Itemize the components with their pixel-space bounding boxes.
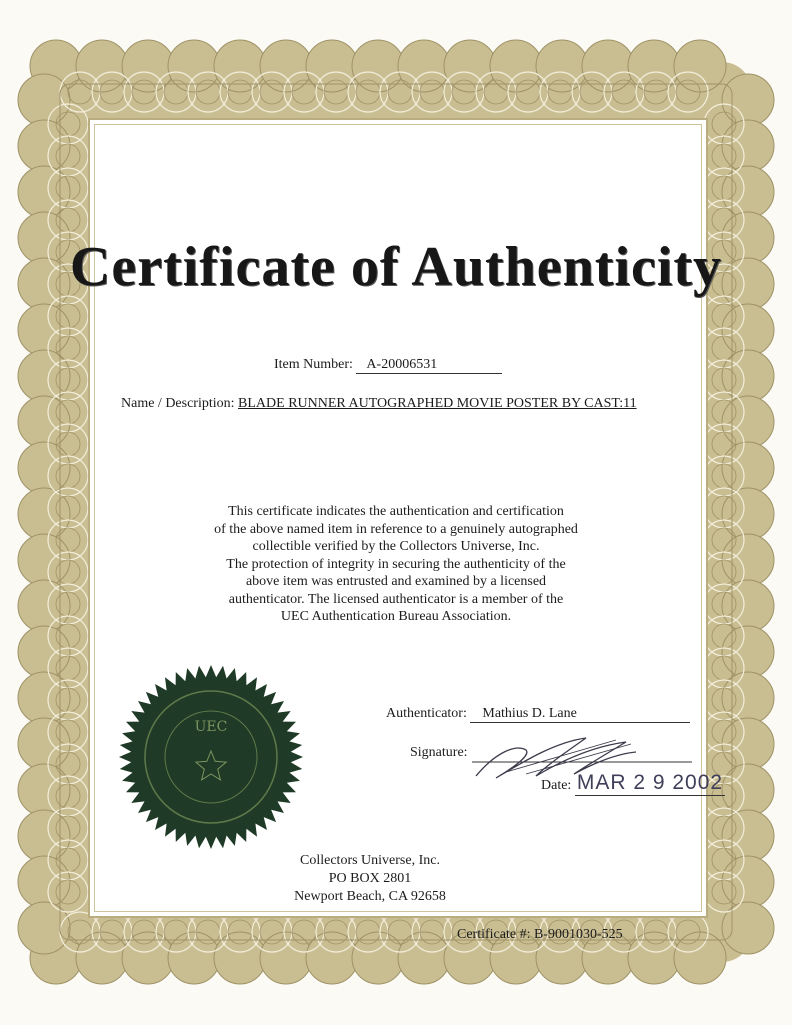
body-line: above item was entrusted and examined by a licensed [245,574,547,589]
body-line: UEC Authentication Bureau Association. [280,609,512,624]
address-line: PO BOX 2801 [328,871,412,886]
issuer-address [270,852,470,906]
body-line: This certificate indicates the authentication and certification [228,504,564,519]
item-number-value: A-20006531 [356,357,502,374]
item-number-row [274,357,502,374]
authenticator-value: Mathius D. Lane [470,706,690,723]
certificate-number-value: B-9001030-525 [533,927,623,942]
star-seal-icon [118,664,304,850]
authenticator-row [386,706,690,723]
name-description-row [121,396,637,412]
seal-text: UEC [194,719,228,735]
item-number-label: Item Number: [274,357,353,372]
authenticator-label: Authenticator: [386,706,467,721]
signature-label: Signature: [410,745,468,760]
address-line: Newport Beach, CA 92658 [294,889,446,904]
body-line: authenticator. The licensed authenticator is a member of the [228,591,564,607]
signature-row [410,745,468,761]
date-stamp: MAR 2 9 2002 [576,771,724,794]
body-line: The protection of integrity in securing the authenticity of the [226,556,566,572]
certificate-number-row [457,927,623,943]
name-description-value: BLADE RUNNER AUTOGRAPHED MOVIE POSTER BY CAST:11 [238,396,637,411]
name-description-label: Name / Description: [121,396,235,411]
address-line: Collectors Universe, Inc. [300,853,440,868]
body-line: collectible verified by the Collectors Universe, Inc. [252,539,540,554]
certificate-body [160,503,632,626]
body-line: of the above named item in reference to a genuinely autographed [214,521,578,537]
date-label: Date: [541,778,572,793]
certificate-number-label: Certificate #: [457,927,531,942]
date-row [541,771,725,796]
certificate-title: Certificate of Authenticity [69,236,723,298]
